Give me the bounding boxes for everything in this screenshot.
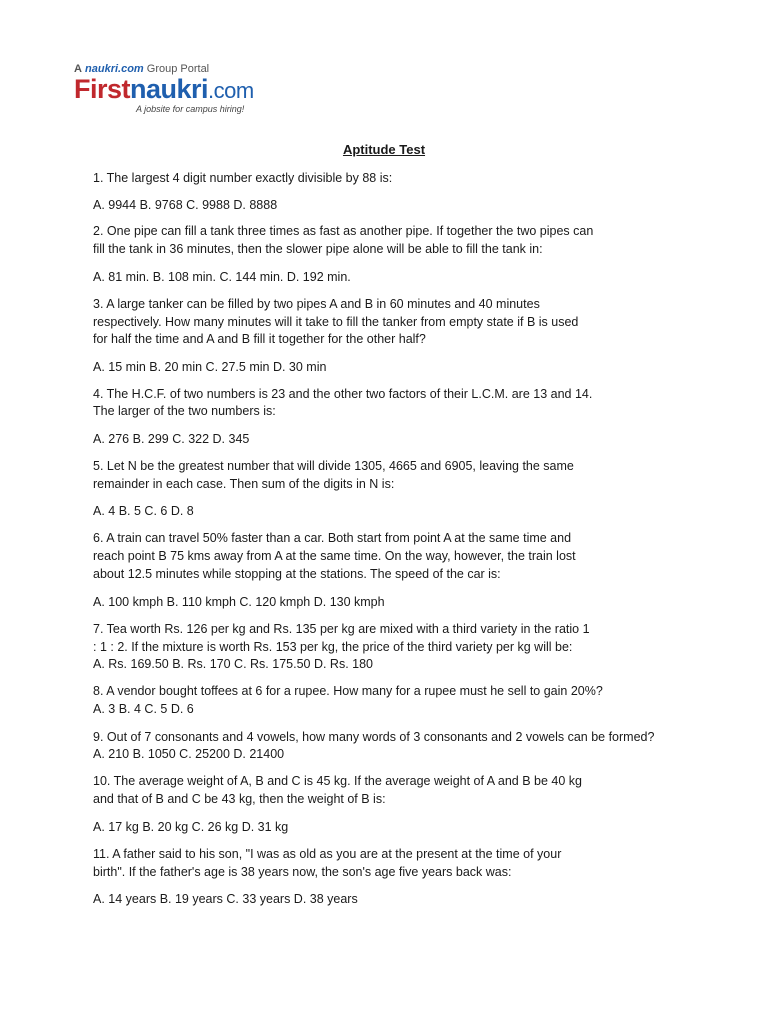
- question-6-options: A. 100 kmph B. 110 kmph C. 120 kmph D. 130 kmph: [93, 595, 385, 609]
- question-4-line-1: 4. The H.C.F. of two numbers is 23 and the other two factors of their L.C.M. are 13 and 14.: [93, 387, 593, 401]
- question-3-line-3: for half the time and A and B fill it together for the other half?: [93, 332, 426, 346]
- question-10-line-1: 10. The average weight of A, B and C is 45 kg. If the average weight of A and B be 40 kg: [93, 774, 582, 788]
- question-1-options: A. 9944 B. 9768 C. 9988 D. 8888: [93, 198, 278, 212]
- question-8-options: A. 3 B. 4 C. 5 D. 6: [93, 702, 194, 716]
- question-2-options: A. 81 min. B. 108 min. C. 144 min. D. 192 min.: [93, 270, 351, 284]
- firstnaukri-logo: [74, 60, 274, 120]
- question-3-options: A. 15 min B. 20 min C. 27.5 min D. 30 min: [93, 360, 327, 374]
- question-5-options: A. 4 B. 5 C. 6 D. 8: [93, 504, 194, 518]
- question-4-line-2: The larger of the two numbers is:: [93, 404, 276, 418]
- question-5-line-2: remainder in each case. Then sum of the digits in N is:: [93, 477, 395, 491]
- question-10-line-2: and that of B and C be 43 kg, then the weight of B is:: [93, 792, 386, 806]
- question-9-options: A. 210 B. 1050 C. 25200 D. 21400: [93, 747, 285, 761]
- question-4-options: A. 276 B. 299 C. 322 D. 345: [93, 432, 250, 446]
- question-7-line-1: 7. Tea worth Rs. 126 per kg and Rs. 135 per kg are mixed with a third variety in the ratio 1: [93, 622, 590, 636]
- page-title: Aptitude Test: [342, 142, 426, 157]
- logo-tagline: A jobsite for campus hiring!: [136, 104, 245, 114]
- question-11-line-2: birth". If the father's age is 38 years now, the son's age five years back was:: [93, 865, 512, 879]
- question-6-line-3: about 12.5 minutes while stopping at the stations. The speed of the car is:: [93, 567, 501, 581]
- question-11-options: A. 14 years B. 19 years C. 33 years D. 38 years: [93, 892, 358, 906]
- question-2-line-2: fill the tank in 36 minutes, then the slower pipe alone will be able to fill the tank in:: [93, 242, 543, 256]
- group-portal-label: A naukri.com Group Portal: [74, 63, 210, 75]
- question-7-options: A. Rs. 169.50 B. Rs. 170 C. Rs. 175.50 D. Rs. 180: [93, 657, 373, 671]
- question-9-line-1: 9. Out of 7 consonants and 4 vowels, how many words of 3 consonants and 2 vowels can be formed?: [93, 730, 655, 744]
- question-1-line-1: 1. The largest 4 digit number exactly divisible by 88 is:: [93, 171, 393, 185]
- question-7-line-2: : 1 : 2. If the mixture is worth Rs. 153 per kg, the price of the third variety per kg will be:: [93, 640, 573, 654]
- question-3-line-1: 3. A large tanker can be filled by two pipes A and B in 60 minutes and 40 minutes: [93, 297, 540, 311]
- question-10-options: A. 17 kg B. 20 kg C. 26 kg D. 31 kg: [93, 820, 289, 834]
- question-11-line-1: 11. A father said to his son, "I was as old as you are at the present at the time of your: [93, 847, 562, 861]
- logo-wordmark: Firstnaukri.com: [74, 74, 254, 104]
- question-6-line-1: 6. A train can travel 50% faster than a car. Both start from point A at the same time and: [93, 531, 572, 545]
- question-2-line-1: 2. One pipe can fill a tank three times as fast as another pipe. If together the two pipes can: [93, 224, 594, 238]
- question-3-line-2: respectively. How many minutes will it take to fill the tanker from empty state if B is used: [93, 315, 579, 329]
- question-8-line-1: 8. A vendor bought toffees at 6 for a rupee. How many for a rupee must he sell to gain 20%?: [93, 684, 603, 698]
- question-6-line-2: reach point B 75 kms away from A at the same time. On the way, however, the train lost: [93, 549, 576, 563]
- question-5-line-1: 5. Let N be the greatest number that will divide 1305, 4665 and 6905, leaving the same: [93, 459, 574, 473]
